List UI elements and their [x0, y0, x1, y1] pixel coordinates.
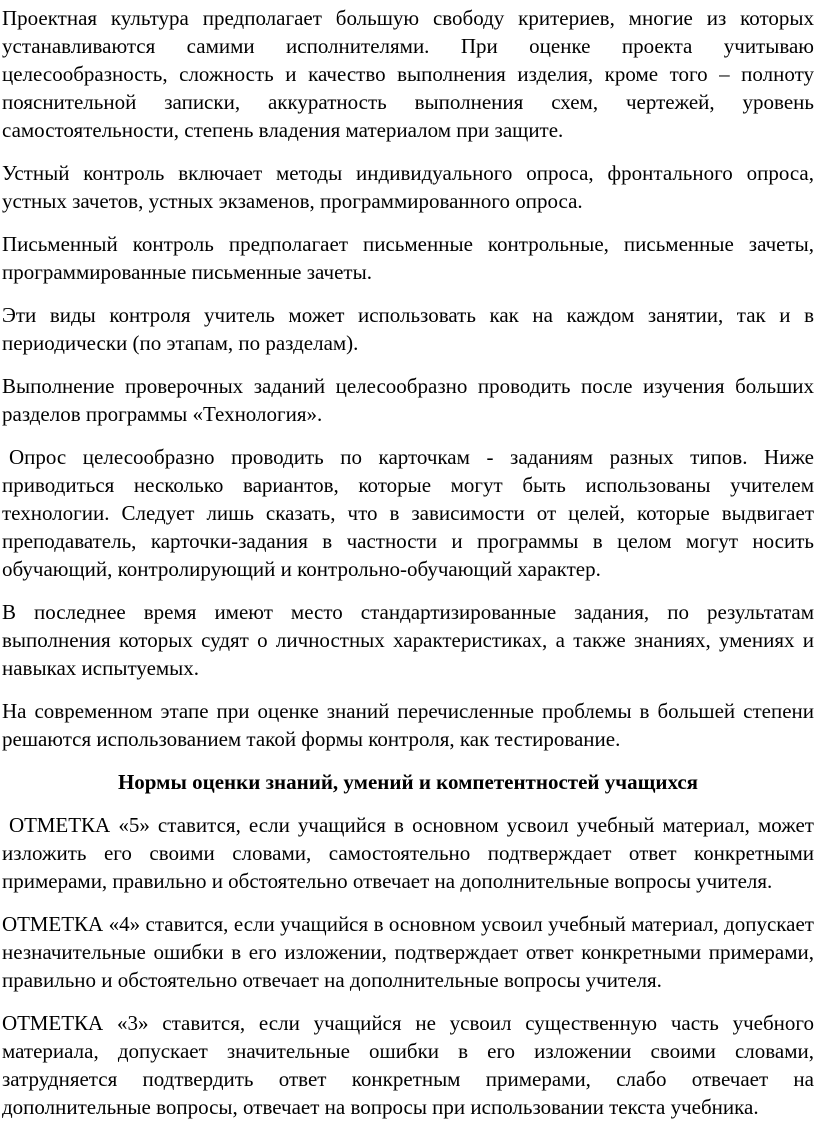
paragraph-test-tasks-timing: Выполнение проверочных заданий целесообразно проводить после изучения больших разделов программы «Технология».	[2, 374, 814, 426]
paragraph-grade-3: ОТМЕТКА «3» ставится, если учащийся не усвоил существенную часть учебного материала, допускает значительные ошибки в его изложении своими словами, затрудняется подтвердить ответ конкретным примерами, слабо отвечает на дополнительные вопросы, отвечает на вопросы при использовании текста учебника.	[2, 1011, 814, 1119]
paragraph-standardized-tasks: В последнее время имеют место стандартизированные задания, по результатам выполнения которых судят о личностных характеристиках, а также знаниях, умениях и навыках испытуемых.	[2, 600, 814, 680]
paragraph-oral-control: Устный контроль включает методы индивидуального опроса, фронтального опроса, устных зачетов, устных экзаменов, программированного опроса.	[2, 161, 814, 213]
paragraph-testing-form: На современном этапе при оценке знаний перечисленные проблемы в большей степени решаются использованием такой формы контроля, как тестирование.	[2, 699, 814, 751]
paragraph-project-culture: Проектная культура предполагает большую свободу критериев, многие из которых устанавливаются самими исполнителями. При оценке проекта учитываю целесообразность, сложность и качество выполнения изделия, кроме того – полноту пояснительной записки, аккуратность выполнения схем, чертежей, уровень самостоятельности, степень владения материалом при защите.	[2, 6, 814, 142]
heading-grading-norms: Нормы оценки знаний, умений и компетентностей учащихся	[117, 770, 699, 794]
paragraph-grade-4: ОТМЕТКА «4» ставится, если учащийся в основном усвоил учебный материал, допускает незначительные ошибки в его изложении, подтверждает ответ конкретными примерами, правильно и обстоятельно отвечает на дополнительные вопросы учителя.	[2, 912, 814, 992]
paragraph-control-types-usage: Эти виды контроля учитель может использовать как на каждом занятии, так и в периодически (по этапам, по разделам).	[2, 303, 814, 355]
paragraph-grade-5: ОТМЕТКА «5» ставится, если учащийся в основном усвоил учебный материал, может изложить его своими словами, самостоятельно подтверждает ответ конкретными примерами, правильно и обстоятельно отвечает на дополнительные вопросы учителя.	[2, 813, 814, 893]
paragraph-card-survey: Опрос целесообразно проводить по карточкам - заданиям разных типов. Ниже приводиться несколько вариантов, которые могут быть использованы учителем технологии. Следует лишь сказать, что в зависимости от целей, которые выдвигает преподаватель, карточки-задания в частности и программы в целом могут носить обучающий, контролирующий и контрольно-обучающий характер.	[2, 445, 814, 581]
paragraph-written-control: Письменный контроль предполагает письменные контрольные, письменные зачеты, программированные письменные зачеты.	[2, 232, 814, 284]
